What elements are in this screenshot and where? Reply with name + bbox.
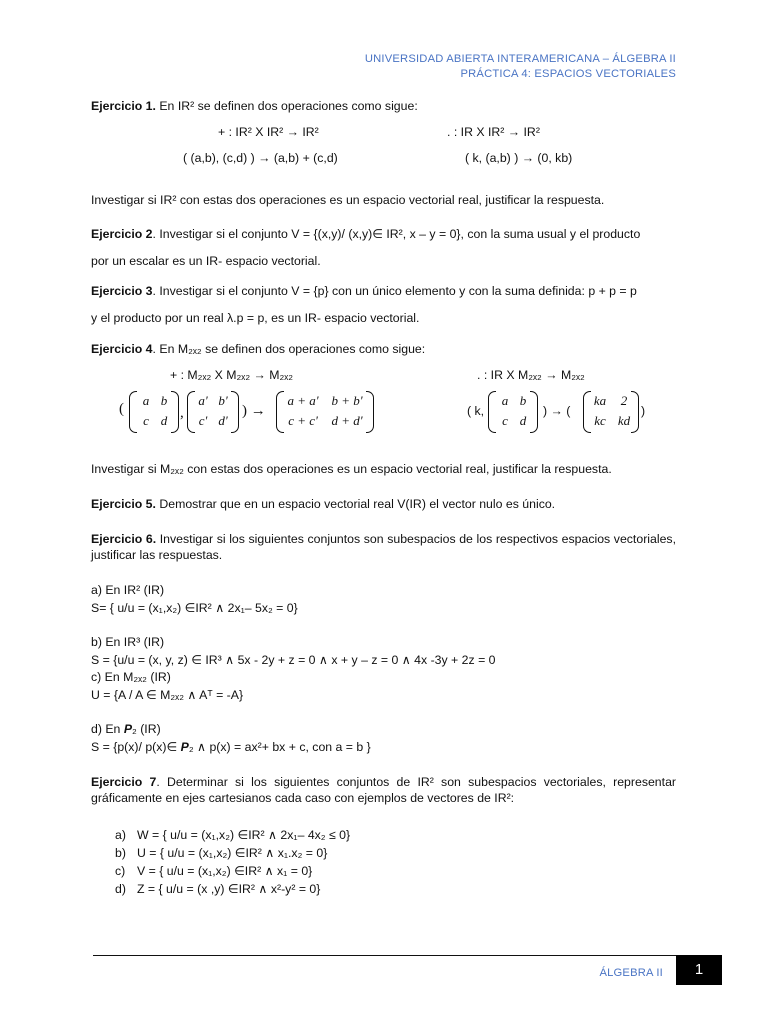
ex6-label: Ejercicio 6. (91, 532, 157, 546)
ex4-op-plus-def: + : M₂ₓ₂ X M₂ₓ₂ → M₂ₓ₂ (170, 368, 294, 382)
ex7-item-c (115, 864, 312, 880)
ex5-line (91, 497, 555, 513)
ex2-text-1: . Investigar si el conjunto V = {(x,y)/ (x,y)∈ IR², x – y = 0}, con la suma usual y el producto (152, 227, 641, 241)
matrix-cell: d (519, 413, 527, 428)
ex1-op-dot-def: . : IR X IR² → IR² (447, 125, 540, 139)
matrix-left-bracket (187, 391, 195, 433)
ex7-item-marker: b) (115, 846, 126, 860)
matrix-right-bracket (231, 391, 239, 433)
matrix-cell: b (519, 393, 527, 408)
matrix-cell: b' (218, 393, 228, 408)
matrix-cell: d + d' (331, 413, 363, 428)
ex2-line1 (91, 227, 640, 243)
footer-title: ÁLGEBRA II (599, 967, 663, 979)
ex1-intro-line (91, 99, 418, 115)
matrix-left-bracket (129, 391, 137, 433)
ex6-b-title: b) En IR³ (IR) (91, 635, 165, 649)
matrix-right-bracket (530, 391, 538, 433)
ex1-op-plus-map: ( (a,b), (c,d) ) → (a,b) + (c,d) (183, 151, 338, 165)
ex3-text-1: . Investigar si el conjunto V = {p} con un único elemento y con la suma definida: p + p = p (152, 284, 637, 298)
matrix-cell: c (502, 413, 508, 428)
matrix-right-bracket (171, 391, 179, 433)
ex7-item-marker: d) (115, 882, 126, 896)
ex4-k-open: ( k, (467, 404, 485, 418)
ex1-label: Ejercicio 1. (91, 99, 156, 113)
matrix-cell: kc (594, 413, 606, 428)
matrix-cell: c + c' (288, 413, 318, 428)
ex7-item-d (115, 882, 320, 898)
matrix-cell: a + a' (287, 393, 319, 408)
ex7-item-marker: a) (115, 828, 126, 842)
header-practice: PRÁCTICA 4: ESPACIOS VECTORIALES (460, 68, 676, 80)
matrix-cell: a' (198, 393, 208, 408)
matrix-cell: d' (218, 413, 228, 428)
matrix-cell: c (143, 413, 149, 428)
ex4-comma: , (180, 405, 184, 421)
ex7-item-text: V = { u/u = (x₁,x₂) ∈IR² ∧ x₁ = 0} (137, 864, 313, 878)
ex6-a-title: a) En IR² (IR) (91, 583, 165, 597)
ex4-matrix-abcd-2 (488, 391, 538, 433)
matrix-cell: b + b' (331, 393, 363, 408)
ex7-item-b (115, 846, 327, 862)
matrix-cell: a (501, 393, 509, 408)
ex6-d-title (91, 722, 161, 738)
ex6-a-set: S= { u/u = (x₁,x₂) ∈IR² ∧ 2x₁– 5x₂ = 0} (91, 601, 298, 615)
matrix-cell: b (160, 393, 168, 408)
footer-divider (93, 955, 678, 956)
ex7-item-text: W = { u/u = (x₁,x₂) ∈IR² ∧ 2x₁– 4x₂ ≤ 0} (137, 828, 351, 842)
ex4-matrix-sum (276, 391, 374, 433)
ex7-item-marker: c) (115, 864, 126, 878)
ex7-item-text: Z = { u/u = (x ,y) ∈IR² ∧ x²-y² = 0} (137, 882, 321, 896)
ex2-line2: por un escalar es un IR- espacio vectorial. (91, 254, 321, 268)
ex6-text: Investigar si los siguientes conjuntos son subespacios de los respectivos espacios vectoriales, justificar las respuestas. (91, 532, 676, 562)
ex7-statement (91, 775, 676, 807)
matrix-cell: kd (617, 413, 631, 428)
ex4-open-paren: ( (119, 401, 124, 417)
ex6-b-set: S = {u/u = (x, y, z) ∈ IR³ ∧ 5x - 2y + z = 0 ∧ x + y – z = 0 ∧ 4x -3y + 2z = 0 (91, 653, 496, 667)
ex4-intro: . En M₂ₓ₂ se definen dos operaciones como sigue: (152, 342, 426, 356)
matrix-cell: 2 (620, 393, 628, 408)
ex6-d-title-pre: d) En (91, 722, 124, 736)
ex4-label: Ejercicio 4 (91, 342, 153, 356)
ex6-d-title-p: P (123, 722, 133, 736)
ex1-op-plus-def: + : IR² X IR² → IR² (218, 125, 319, 139)
ex6-d-title-post: ₂ (IR) (132, 722, 161, 736)
ex4-close-arrow: ) → (242, 403, 266, 419)
page-number: 1 (676, 955, 722, 985)
ex7-text: . Determinar si los siguientes conjuntos de IR² son subespacios vectoriales, representar gráficamente en ejes cartesianos cada caso con ejemplos de vectores de IR²: (91, 775, 676, 805)
ex1-intro: En IR² se definen dos operaciones como sigue: (159, 99, 418, 113)
ex4-question: Investigar si M₂ₓ₂ con estas dos operaciones es un espacio vectorial real, justificar la respuesta. (91, 462, 612, 476)
ex6-statement (91, 532, 676, 564)
ex4-close-arrow-2: ) → ( (543, 404, 571, 418)
matrix-cell: c' (198, 413, 208, 428)
matrix-left-bracket (488, 391, 496, 433)
ex6-d-set-post: ₂ ∧ p(x) = ax²+ bx + c, con a = b } (188, 740, 371, 754)
matrix-cell: d (160, 413, 168, 428)
ex3-line2: y el producto por un real λ.p = p, es un IR- espacio vectorial. (91, 311, 420, 325)
ex6-c-set: U = {A / A ∈ M₂ₓ₂ ∧ Aᵀ = -A} (91, 688, 244, 702)
ex4-matrix-abcd-prime (187, 391, 239, 433)
ex4-matrix-result (583, 391, 639, 433)
ex7-item-a (115, 828, 350, 844)
header-university: UNIVERSIDAD ABIERTA INTERAMERICANA – ÁLGEBRA II (364, 53, 676, 65)
matrix-cell: a (142, 393, 150, 408)
matrix-cell: ka (593, 393, 607, 408)
ex6-c-title: c) En M₂ₓ₂ (IR) (91, 670, 171, 684)
ex6-d-set-p: P (180, 740, 189, 754)
ex2-label: Ejercicio 2 (91, 227, 153, 241)
ex1-question: Investigar si IR² con estas dos operaciones es un espacio vectorial real, justificar la respuesta. (91, 193, 605, 207)
ex4-intro-line (91, 342, 425, 358)
ex4-matrix-abcd (129, 391, 179, 433)
ex3-line1 (91, 284, 637, 300)
ex7-item-text: U = { u/u = (x₁,x₂) ∈IR² ∧ x₁.x₂ = 0} (137, 846, 328, 860)
ex5-text: Demostrar que en un espacio vectorial real V(IR) el vector nulo es único. (159, 497, 556, 511)
ex4-close-end: ) (641, 404, 646, 418)
ex3-label: Ejercicio 3 (91, 284, 153, 298)
ex5-label: Ejercicio 5. (91, 497, 156, 511)
ex6-d-set-pre: S = {p(x)/ p(x)∈ (91, 740, 181, 754)
ex4-op-dot-def: . : IR X M₂ₓ₂ → M₂ₓ₂ (477, 368, 585, 382)
ex7-label: Ejercicio 7 (91, 775, 157, 789)
ex1-op-dot-map: ( k, (a,b) ) → (0, kb) (465, 151, 573, 165)
ex6-d-set (91, 740, 371, 756)
